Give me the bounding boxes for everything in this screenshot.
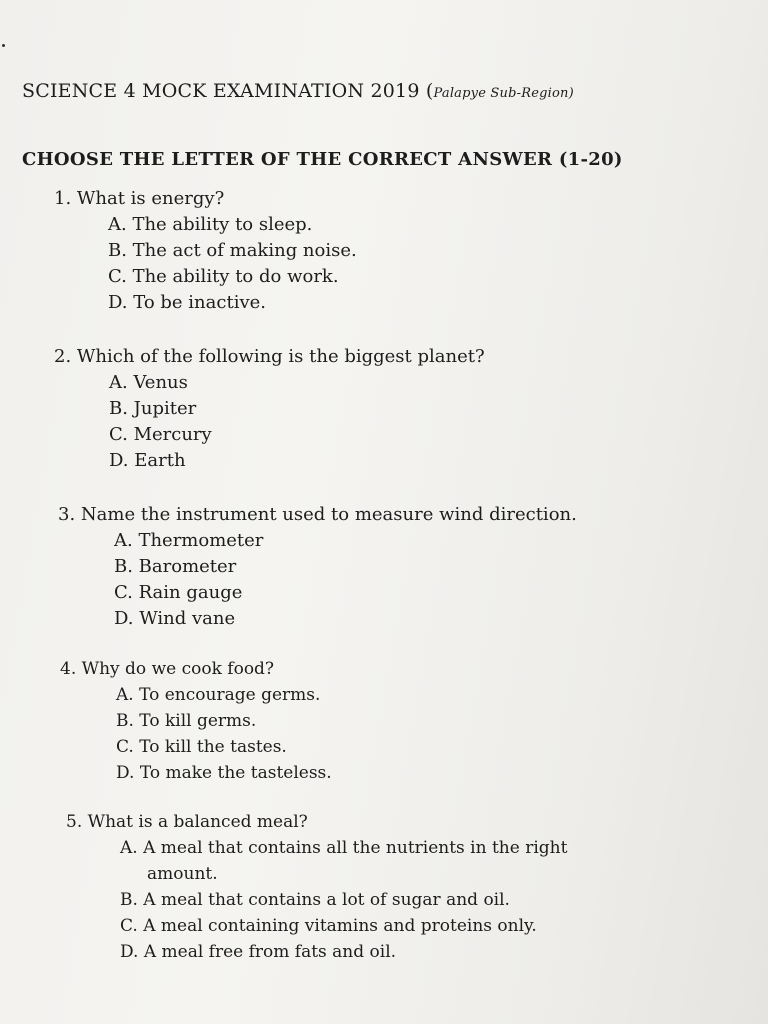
option-c: C. A meal containing vitamins and proteins only. [120,916,537,936]
paper-speck [2,44,5,47]
option-d: D. Earth [109,450,186,471]
question-3 [58,502,577,632]
question-stem: 1. What is energy? [54,188,225,209]
question-1 [54,186,357,316]
option-c: C. Rain gauge [114,582,243,603]
option-a: A. The ability to sleep. [108,214,313,235]
instruction-heading: CHOOSE THE LETTER OF THE CORRECT ANSWER (1-20) [22,149,623,170]
exam-region: Palapye Sub-Region) [433,86,574,101]
option-c: C. To kill the tastes. [116,737,287,757]
option-d: D. Wind vane [114,608,236,629]
option-a: A. Venus [109,372,188,393]
option-d: D. To be inactive. [108,292,266,313]
option-a: A. A meal that contains all the nutrients in the right [120,838,568,858]
option-b: B. The act of making noise. [108,240,357,261]
option-a-continued: amount. [147,864,218,884]
exam-title: SCIENCE 4 MOCK EXAMINATION 2019 [22,80,420,102]
region-paren: ( [425,80,434,102]
question-4 [60,656,332,786]
option-c: C. Mercury [109,424,212,445]
option-d: D. A meal free from fats and oil. [120,942,397,962]
exam-header [22,80,574,102]
option-b: B. A meal that contains a lot of sugar and oil. [120,890,510,910]
question-5 [66,809,567,965]
option-d: D. To make the tasteless. [116,763,332,783]
question-stem: 4. Why do we cook food? [60,659,275,679]
option-c: C. The ability to do work. [108,266,339,287]
option-a: A. To encourage germs. [116,685,321,705]
question-2 [54,344,485,474]
question-stem: 3. Name the instrument used to measure wind direction. [58,504,577,525]
option-b: B. Barometer [114,556,237,577]
option-a: A. Thermometer [114,530,264,551]
option-b: B. Jupiter [109,398,197,419]
option-b: B. To kill germs. [116,711,257,731]
question-stem: 5. What is a balanced meal? [66,812,308,832]
question-stem: 2. Which of the following is the biggest planet? [54,346,485,367]
